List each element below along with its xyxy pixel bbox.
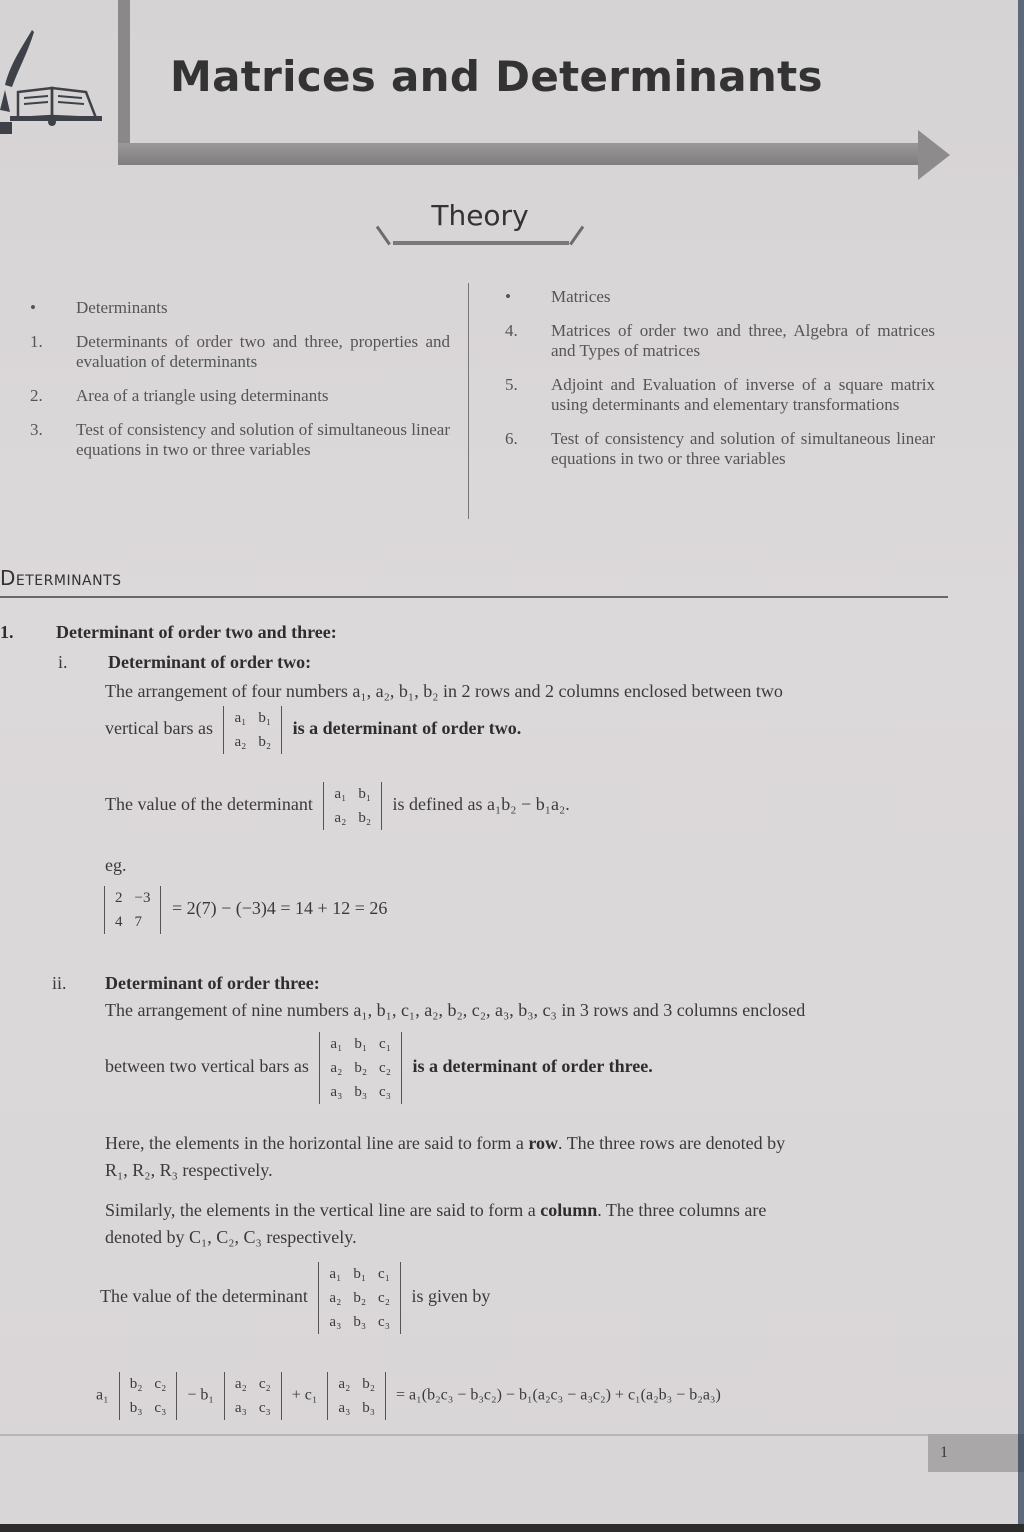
minor-determinant: a₂ b₂ a₃ b₃ [327,1372,386,1420]
book-quill-icon [0,30,110,140]
toc-item: 2. Area of a triangle using determinants [30,386,329,405]
header-frame-arrow-bar [118,143,928,165]
toc-heading: • Determinants [30,298,168,317]
subtopic-number: i. [58,652,68,672]
subtopic-number: ii. [52,973,67,993]
paragraph-line: between two vertical bars as a₁ b₁ c₁ a₂ b₂ c₂ a₃ b₃ c₃ is a determinant of order three. [105,1032,653,1104]
determinant-2x2: a₁ b₁ a₂ b₂ [223,706,282,754]
determinant-3x3: a₁ b₁ c₁ a₂ b₂ c₂ a₃ b₃ c₃ [318,1262,401,1334]
toc-heading: • Matrices [505,287,611,306]
bullet-icon: • [30,298,36,317]
page-number: 1 [940,1444,948,1461]
header-frame-vertical [118,0,130,160]
page-edge [1018,0,1024,1532]
subtopic-title: Determinant of order three: [105,973,320,993]
toc-item: 4. Matrices of order two and three, Algebra of matrices and Types of matrices [505,321,935,360]
toc-item: 1. Determinants of order two and three, properties and evaluation of determinants [30,332,450,371]
toc-item: 3. Test of consistency and solution of simultaneous linear equations in two or three variables [30,420,450,459]
paragraph: The arrangement of four numbers a₁, a₂, b₁, b₂ in 2 rows and 2 columns enclosed between two [105,681,783,701]
example-determinant: 2 −3 4 7 [104,886,161,934]
paragraph-line: denoted by C₁, C₂, C₃ respectively. [105,1227,357,1247]
paragraph-line: The value of the determinant a₁ b₁ a₂ b₂ is defined as a₁b₂ − b₁a₂. [105,782,570,830]
toc-item: 6. Test of consistency and solution of simultaneous linear equations in two or three variables [505,429,935,468]
determinant-2x2: a₁ b₁ a₂ b₂ [323,782,382,830]
section-rule [0,596,948,598]
paragraph-line: Similarly, the elements in the vertical line are said to form a column. The three columns are [105,1200,767,1220]
section-heading: Determinants [0,566,122,590]
example-label: eg. [105,855,127,875]
chapter-title: Matrices and Determinants [170,52,823,101]
subtopic-title: Determinant of order two: [108,652,312,672]
paragraph-line: The value of the determinant a₁ b₁ c₁ a₂ b₂ c₂ a₃ b₃ c₃ is given by [100,1262,490,1334]
topic-title: Determinant of order two and three: [56,622,337,642]
footer-rule [0,1434,928,1436]
arrow-right-icon [918,130,950,180]
bullet-icon: • [505,287,511,306]
theory-badge [375,195,585,247]
expansion-formula: a₁ b₂ c₂ b₃ c₃ − b₁ a₂ c₂ a₃ c₃ + c₁ a₂ b₂ a₃ b₃ = a₁(b₂c₃ − b₃c₂) − b₁(a₂c₃ − a₃c₂) + c₁(a₂b₃ − b₂a₃) [96,1372,721,1420]
minor-determinant: b₂ c₂ b₃ c₃ [119,1372,178,1420]
paragraph: The arrangement of nine numbers a₁, b₁, c₁, a₂, b₂, c₂, a₃, b₃, c₃ in 3 rows and 3 columns enclosed [105,1000,806,1020]
toc-divider [468,283,469,519]
toc-item: 5. Adjoint and Evaluation of inverse of a square matrix using determinants and elementary transformations [505,375,935,414]
determinant-3x3: a₁ b₁ c₁ a₂ b₂ c₂ a₃ b₃ c₃ [319,1032,402,1104]
paragraph-line: R₁, R₂, R₃ respectively. [105,1160,273,1180]
page-edge [0,1524,1024,1532]
topic-number: 1. [0,622,14,642]
theory-label: Theory [431,199,529,232]
example-line: 2 −3 4 7 = 2(7) − (−3)4 = 14 + 12 = 26 [98,886,387,934]
toc-matrices [505,287,935,483]
paragraph-line: vertical bars as a₁ b₁ a₂ b₂ is a determinant of order two. [105,706,521,754]
toc-determinants [30,298,450,474]
paragraph-line: Here, the elements in the horizontal line are said to form a row. The three rows are denoted by [105,1133,786,1153]
minor-determinant: a₂ c₂ a₃ c₃ [224,1372,282,1420]
